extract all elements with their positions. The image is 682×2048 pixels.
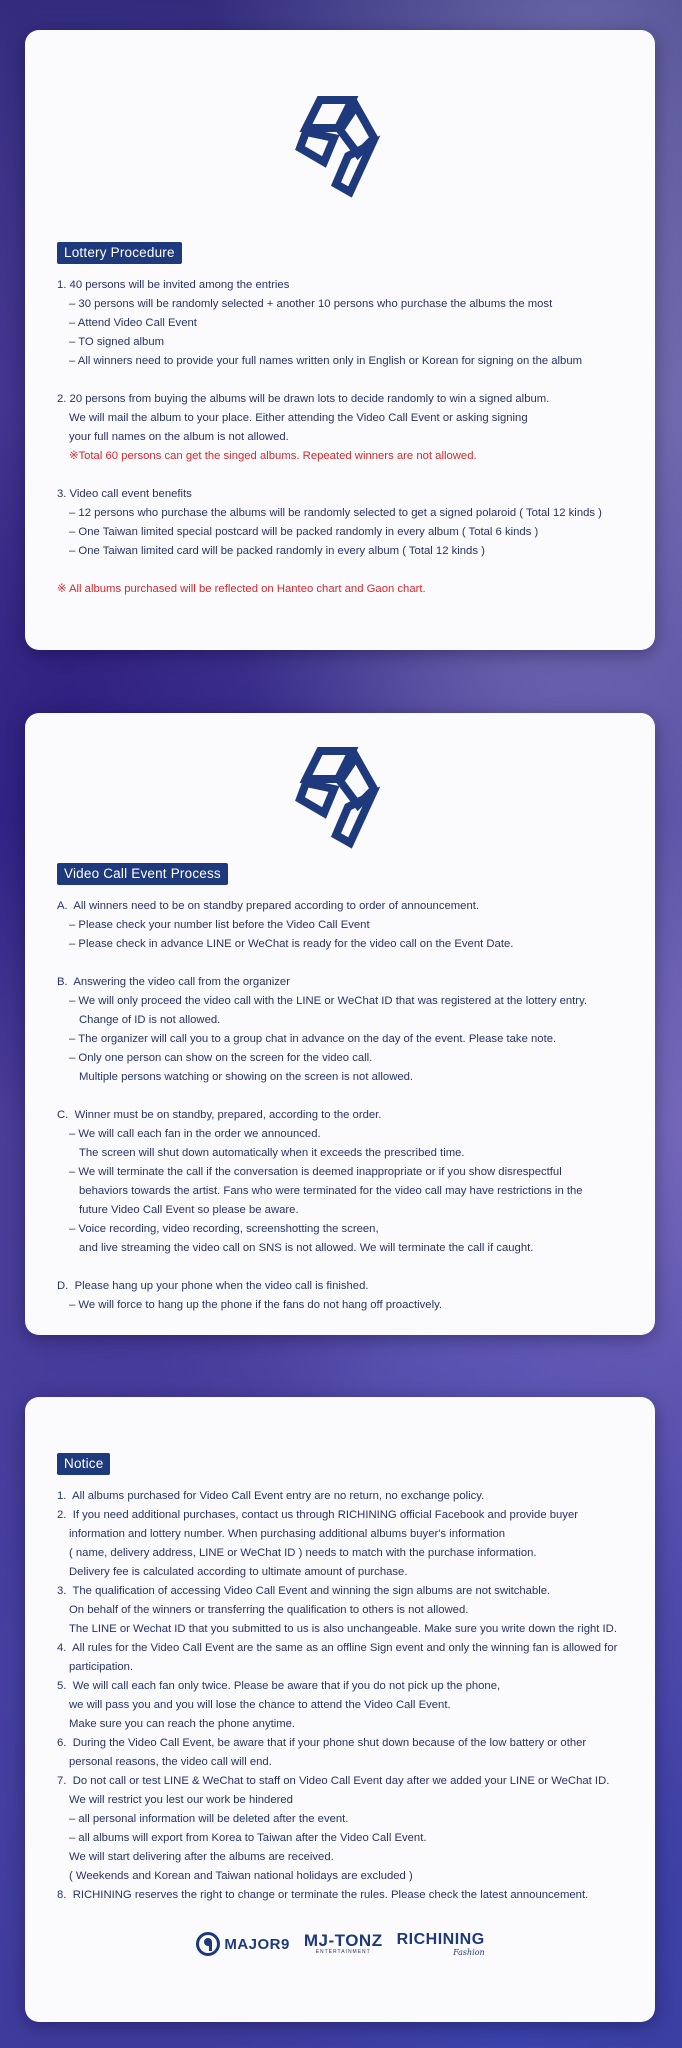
list-item: – We will only proceed the video call with the LINE or WeChat ID that was registered at the lottery entry.: [69, 995, 588, 1007]
mjtonz-label: MJ-TONZ: [303, 1931, 383, 1950]
list-item: – One Taiwan limited card will be packed randomly in every album ( Total 12 kinds ): [69, 545, 485, 557]
list-item: Multiple persons watching or showing on the screen is not allowed.: [79, 1071, 414, 1083]
list-item: 8. RICHINING reserves the right to change or terminate the rules. Please check the latest announcement.: [57, 1889, 589, 1901]
list-item: – 30 persons will be randomly selected + another 10 persons who purchase the albums the most: [69, 298, 553, 310]
list-item: We will mail the album to your place. Either attending the Video Call Event or asking signing: [69, 412, 528, 424]
highlight-note: ※Total 60 persons can get the singed albums. Repeated winners are not allowed.: [69, 450, 477, 462]
list-item: 1. All albums purchased for Video Call Event entry are no return, no exchange policy.: [57, 1490, 485, 1502]
major9-logo-icon: [195, 1931, 221, 1957]
lottery-procedure-title: Lottery Procedure: [57, 242, 182, 264]
richining-sublabel: Fashion: [453, 1947, 485, 1957]
list-item: and live streaming the video call on SNS is not allowed. We will terminate the call if caught.: [79, 1242, 534, 1254]
list-item: 3. The qualification of accessing Video Call Event and winning the sign albums are not switchable.: [57, 1585, 551, 1597]
list-item: 6. During the Video Call Event, be aware that if your phone shut down because of the low battery or other: [57, 1737, 587, 1749]
spacer: [57, 954, 623, 973]
list-item: 4. All rules for the Video Call Event are the same as an offline Sign event and only the winning fan is allowed for: [57, 1642, 618, 1654]
spacer: [57, 561, 623, 580]
lottery-card: [25, 30, 655, 650]
video-call-card: [25, 713, 655, 1335]
major9-label: MAJOR9: [224, 1935, 290, 1953]
group-logo-icon: [290, 743, 390, 851]
list-item: 1. 40 persons will be invited among the entries: [57, 279, 290, 291]
list-item: ( Weekends and Korean and Taiwan national holidays are excluded ): [69, 1870, 413, 1882]
brand-logos: [57, 1931, 623, 1957]
list-item: – One Taiwan limited special postcard will be packed randomly in every album ( Total 6 kinds ): [69, 526, 539, 538]
list-item: – all personal information will be deleted after the event.: [69, 1813, 349, 1825]
list-item: we will pass you and you will lose the chance to attend the Video Call Event.: [69, 1699, 451, 1711]
list-item: – We will force to hang up the phone if the fans do not hang off proactively.: [69, 1299, 443, 1311]
list-item: behaviors towards the artist. Fans who were terminated for the video call may have restrictions in the: [79, 1185, 583, 1197]
list-item: The LINE or Wechat ID that you submitted to us is also unchangeable. Make sure you write down the right ID.: [69, 1623, 617, 1635]
spacer: [57, 1087, 623, 1106]
list-item: – The organizer will call you to a group chat in advance on the day of the event. Please take note.: [69, 1033, 557, 1045]
list-item: 3. Video call event benefits: [57, 488, 192, 500]
highlight-note: ※ All albums purchased will be reflected on Hanteo chart and Gaon chart.: [57, 583, 426, 595]
list-item: information and lottery number. When purchasing additional albums buyer's information: [69, 1528, 506, 1540]
list-item: 7. Do not call or test LINE & WeChat to staff on Video Call Event day after we added your LINE or WeChat ID.: [57, 1775, 610, 1787]
list-item: – We will terminate the call if the conversation is deemed inappropriate or if you show disrespectful: [69, 1166, 562, 1178]
richining-logo: [397, 1932, 485, 1957]
list-item: – Please check in advance LINE or WeChat is ready for the video call on the Event Date.: [69, 938, 514, 950]
list-item: Make sure you can reach the phone anytime.: [69, 1718, 296, 1730]
list-item: 2. If you need additional purchases, contact us through RICHINING official Facebook and provide buyer: [57, 1509, 578, 1521]
list-item: ( name, delivery address, LINE or WeChat ID ) needs to match with the purchase information.: [69, 1547, 537, 1559]
group-logo-icon: [290, 92, 390, 200]
list-item: – Voice recording, video recording, screenshotting the screen,: [69, 1223, 379, 1235]
mjtonz-sublabel: ENTERTAINMENT: [315, 1949, 371, 1955]
list-item: The screen will shut down automatically when it exceeds the prescribed time.: [79, 1147, 465, 1159]
mjtonz-logo: [304, 1933, 383, 1955]
list-item: – Please check your number list before the Video Call Event: [69, 919, 370, 931]
list-item: – Attend Video Call Event: [69, 317, 197, 329]
list-item: future Video Call Event so please be aware.: [79, 1204, 299, 1216]
list-item: B. Answering the video call from the organizer: [57, 976, 290, 988]
list-item: C. Winner must be on standby, prepared, according to the order.: [57, 1109, 382, 1121]
list-item: – Only one person can show on the screen for the video call.: [69, 1052, 373, 1064]
list-item: participation.: [69, 1661, 134, 1673]
list-item: – 12 persons who purchase the albums will be randomly selected to get a signed polaroid ( Total 12 kinds ): [69, 507, 602, 519]
list-item: 5. We will call each fan only twice. Please be aware that if you do not pick up the phone,: [57, 1680, 501, 1692]
list-item: 2. 20 persons from buying the albums will be drawn lots to decide randomly to win a signed album.: [57, 393, 550, 405]
spacer: [57, 466, 623, 485]
video-call-process-title: Video Call Event Process: [57, 863, 228, 885]
list-item: – TO signed album: [69, 336, 165, 348]
list-item: We will restrict you lest our work be hindered: [69, 1794, 293, 1806]
list-item: A. All winners need to be on standby prepared according to order of announcement.: [57, 900, 480, 912]
list-item: D. Please hang up your phone when the video call is finished.: [57, 1280, 369, 1292]
richining-label: RICHINING: [396, 1930, 485, 1948]
list-item: We will start delivering after the albums are received.: [69, 1851, 334, 1863]
notice-title: Notice: [57, 1453, 110, 1475]
notice-card: [25, 1397, 655, 2022]
list-item: – We will call each fan in the order we announced.: [69, 1128, 321, 1140]
list-item: personal reasons, the video call will end.: [69, 1756, 272, 1768]
spacer: [57, 371, 623, 390]
list-item: Change of ID is not allowed.: [79, 1014, 221, 1026]
list-item: On behalf of the winners or transferring the qualification to others is not allowed.: [69, 1604, 469, 1616]
spacer: [57, 1258, 623, 1277]
video-call-process-list: [57, 897, 623, 1315]
lottery-procedure-list: [57, 276, 623, 599]
list-item: – all albums will export from Korea to Taiwan after the Video Call Event.: [69, 1832, 427, 1844]
list-item: your full names on the album is not allowed.: [69, 431, 289, 443]
list-item: – All winners need to provide your full names written only in English or Korean for signing on the album: [69, 355, 583, 367]
major9-logo: [195, 1931, 290, 1957]
notice-list: [57, 1487, 623, 1905]
list-item: Delivery fee is calculated according to ultimate amount of purchase.: [69, 1566, 408, 1578]
